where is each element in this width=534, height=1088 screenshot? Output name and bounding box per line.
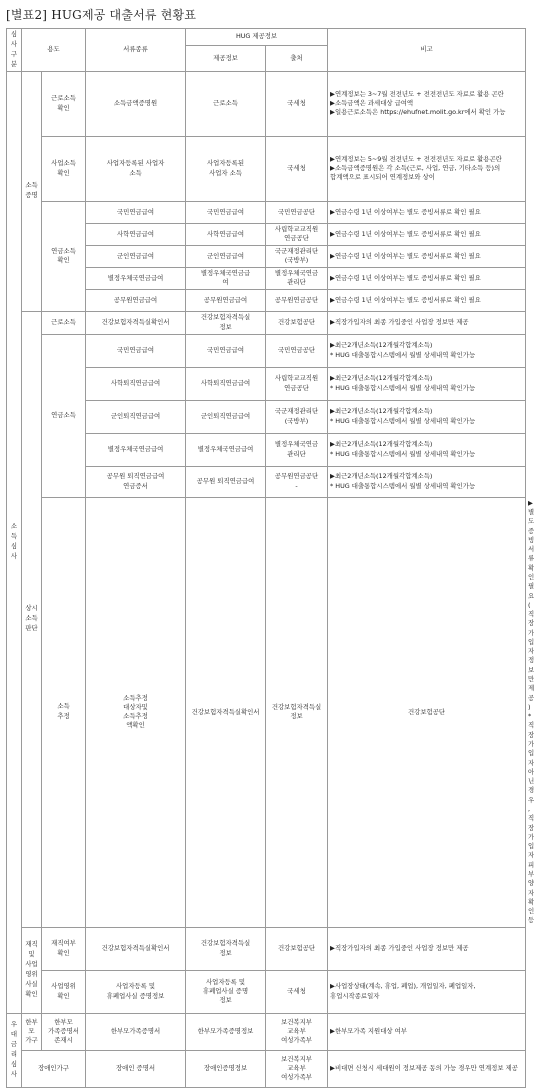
source-cell: 국세청 <box>266 136 328 201</box>
doc-cell: 별정우체국연금급여 <box>86 433 186 466</box>
remarks-cell: ▶최근2개년소득(12개월각합계소득) * HUG 대출통합시스템에서 월별 상세내역 확인가능 <box>328 334 526 367</box>
purpose-cell: 한부모 가구 <box>22 1013 42 1050</box>
header-row-1 <box>7 29 526 46</box>
info-cell: 국민연금급여 <box>186 334 266 367</box>
info-cell: 한부모가족증명정보 <box>186 1013 266 1050</box>
purpose-cell: 사업영위 확인 <box>42 970 86 1013</box>
remarks-cell: ▶한부모가족 지원대상 여부 <box>328 1013 526 1050</box>
table-row <box>7 1013 526 1050</box>
table-row <box>7 970 526 1013</box>
group-income-estimate: 소득 추정 <box>42 497 86 927</box>
source-cell: 공무원연금공단 - <box>266 466 328 497</box>
source-cell: 사립학교교직원 연금공단 <box>266 367 328 400</box>
source-cell: 국군재정관리단 (국방부) <box>266 245 328 267</box>
purpose-cell: 연금소득 <box>42 334 86 497</box>
table-row <box>7 311 526 334</box>
info-cell: 공무원연금급여 <box>186 289 266 311</box>
info-cell: 근로소득 <box>186 71 266 136</box>
info-cell: 건강보험자격득실 정보 <box>266 497 328 927</box>
remarks-cell: ▶연금수령 1년 이상여부는 별도 증빙서류로 확인 필요 <box>328 289 526 311</box>
doc-cell: 건강보험자격득실확인서 <box>86 311 186 334</box>
info-cell: 사업자등록된 사업자 소득 <box>186 136 266 201</box>
header-source: 출처 <box>266 46 328 71</box>
group-employment: 재직 및 사업 영위 사실 확인 <box>22 927 42 1013</box>
remarks-cell: ▶최근2개년소득(12개월각합계소득) * HUG 대출통합시스템에서 월별 상세내역 확인가능 <box>328 400 526 433</box>
source-cell: 별정우체국연금 관리단 <box>266 433 328 466</box>
table-row <box>7 136 526 201</box>
info-cell: 공무원 퇴직연금급여 <box>186 466 266 497</box>
purpose-cell: 재직여부 확인 <box>42 927 86 970</box>
purpose-cell: 근로소득 확인 <box>42 71 86 136</box>
group-regular-income: 상시 소득 판단 <box>22 311 42 927</box>
purpose-cell: 사업소득 확인 <box>42 136 86 201</box>
remarks-cell: ▶사업장상태(계속, 휴업, 폐업), 개업일자, 폐업일자, 휴업시작종료일자 <box>328 970 526 1013</box>
doc-cell: 한부모가족증명서 <box>86 1013 186 1050</box>
source-cell: 국군재정관리단 (국방부) <box>266 400 328 433</box>
remarks-cell: ▶연계정보는 3~7월 전전년도 + 전전전년도 자료로 활용 곤란 ▶소득금액은 과세대상 급여액 ▶일용근로소득은 https://ehufnet.molit.go.kr에서 확인 가능 <box>328 71 526 136</box>
remarks-cell: ▶연금수령 1년 이상여부는 별도 증빙서류로 확인 필요 <box>328 267 526 289</box>
info-cell: 장애인증명정보 <box>186 1050 266 1087</box>
purpose-detail-cell: 한부모 가족증명서 존재시 <box>42 1013 86 1050</box>
doc-cell: 건강보험자격득실확인서 <box>186 497 266 927</box>
doc-cell: 소득금액증명원 <box>86 71 186 136</box>
purpose-cell: 근로소득 <box>42 311 86 334</box>
info-cell: 군인연금급여 <box>186 245 266 267</box>
remarks-cell: ▶최근2개년소득(12개월각합계소득) * HUG 대출통합시스템에서 월별 상세내역 확인가능 <box>328 433 526 466</box>
remarks-cell: ▶연금수령 1년 이상여부는 별도 증빙서류로 확인 필요 <box>328 245 526 267</box>
table-row <box>7 334 526 367</box>
header-category: 심 사 구 분 <box>7 29 22 72</box>
remarks-cell: ▶직장가입자의 최종 가입중인 사업장 정보만 제공 <box>328 311 526 334</box>
info-cell: 건강보험자격득실 정보 <box>186 311 266 334</box>
remarks-cell: ▶최근2개년소득(12개월각합계소득) * HUG 대출통합시스템에서 월별 상세내역 확인가능 <box>328 367 526 400</box>
header-hug-info: HUG 제공정보 <box>186 29 328 46</box>
source-cell: 국민연금공단 <box>266 334 328 367</box>
info-cell: 별정우체국연금급여 <box>186 433 266 466</box>
doc-cell: 사학퇴직연금급여 <box>86 367 186 400</box>
group-income-proof: 소득 증명 <box>22 71 42 311</box>
purpose-cell: 소득추정 대상자및 소득추정 액확인 <box>86 497 186 927</box>
info-cell: 건강보험자격득실 정보 <box>186 927 266 970</box>
document-title: [별표2] HUG제공 대출서류 현황표 <box>6 8 197 22</box>
source-cell: 국세청 <box>266 71 328 136</box>
doc-cell: 군인퇴직연금급여 <box>86 400 186 433</box>
table-row <box>7 71 526 136</box>
info-cell: 국민연금급여 <box>186 201 266 223</box>
remarks-cell: ▶연금수령 1년 이상여부는 별도 증빙서류로 확인 필요 <box>328 223 526 245</box>
header-remarks: 비고 <box>328 29 526 72</box>
remarks-cell: ▶비대면 신청시 세대원이 정보제공 동의 가능 경우만 연계정보 제공 <box>328 1050 526 1087</box>
source-cell: 건강보험공단 <box>266 311 328 334</box>
info-cell: 군인퇴직연금급여 <box>186 400 266 433</box>
source-cell: 보건복지부 교육부 여성가족부 <box>266 1013 328 1050</box>
loan-documents-table <box>6 28 534 1088</box>
doc-cell: 사업자등록된 사업자 소득 <box>86 136 186 201</box>
remarks-cell: ▶연금수령 1년 이상여부는 별도 증빙서류로 확인 필요 <box>328 201 526 223</box>
doc-cell: 공무원 퇴직연금급여 연금증서 <box>86 466 186 497</box>
doc-cell: 건강보험자격득실확인서 <box>86 927 186 970</box>
remarks-cell: ▶최근2개년소득(12개월각합계소득) * HUG 대출통합시스템에서 월별 상세내역 확인가능 <box>328 466 526 497</box>
info-cell: 사업자등록 및 휴폐업사실 증명 정보 <box>186 970 266 1013</box>
group-priority-rate: 우 대 금 리 심 사 <box>7 1013 22 1087</box>
header-provided-info: 제공정보 <box>186 46 266 71</box>
source-cell: 건강보험공단 <box>328 497 526 927</box>
info-cell: 사학퇴직연금급여 <box>186 367 266 400</box>
table-row: 소득 추정 소득추정 대상자및 소득추정 액확인 건강보험자격득실확인서 건강보험자격득실 정보 건강보험공단 ▶별도증빙서류확인필요(직장가입자정보만제공) * 직장가입자 아닌 경우, 직장가입자 피부양자 확인 등 <box>7 497 526 927</box>
source-cell: 사립학교교직원 연금공단 <box>266 223 328 245</box>
doc-cell: 사업자등록 및 휴폐업사실 증명정보 <box>86 970 186 1013</box>
purpose-cell: 연금소득 확인 <box>42 201 86 311</box>
doc-cell: 공무원연금급여 <box>86 289 186 311</box>
source-cell: 공무원연금공단 <box>266 289 328 311</box>
group-income-review: 소 득 심 사 <box>7 71 22 1013</box>
table-row <box>7 927 526 970</box>
table-row <box>7 1050 526 1087</box>
remarks-cell: ▶연계정보는 5~9월 전전년도 + 전전전년도 자료로 활용곤란 ▶소득금액증명원은 각 소득(근로, 사업, 연금, 기타소득 등)의 합계액으로 표시되어 연계정보와 상이 <box>328 136 526 201</box>
info-cell: 별정우체국연금급 여 <box>186 267 266 289</box>
doc-cell: 별정우체국연금급여 <box>86 267 186 289</box>
info-cell: 사학연금급여 <box>186 223 266 245</box>
table-row <box>7 201 526 223</box>
source-cell: 건강보험공단 <box>266 927 328 970</box>
header-doc-type: 서류종류 <box>86 29 186 72</box>
source-cell: 보건복지부 교육부 여성가족부 <box>266 1050 328 1087</box>
purpose-cell: 장애인가구 <box>22 1050 86 1087</box>
remarks-cell: ▶직장가입자의 최종 가입중인 사업장 정보만 제공 <box>328 927 526 970</box>
doc-cell: 국민연금급여 <box>86 334 186 367</box>
header-purpose: 용도 <box>22 29 86 72</box>
source-cell: 국민연금공단 <box>266 201 328 223</box>
doc-cell: 국민연금급여 <box>86 201 186 223</box>
source-cell: 국세청 <box>266 970 328 1013</box>
source-cell: 별정우체국연금 관리단 <box>266 267 328 289</box>
doc-cell: 장애인 증명서 <box>86 1050 186 1087</box>
doc-cell: 군인연금급여 <box>86 245 186 267</box>
doc-cell: 사학연금급여 <box>86 223 186 245</box>
